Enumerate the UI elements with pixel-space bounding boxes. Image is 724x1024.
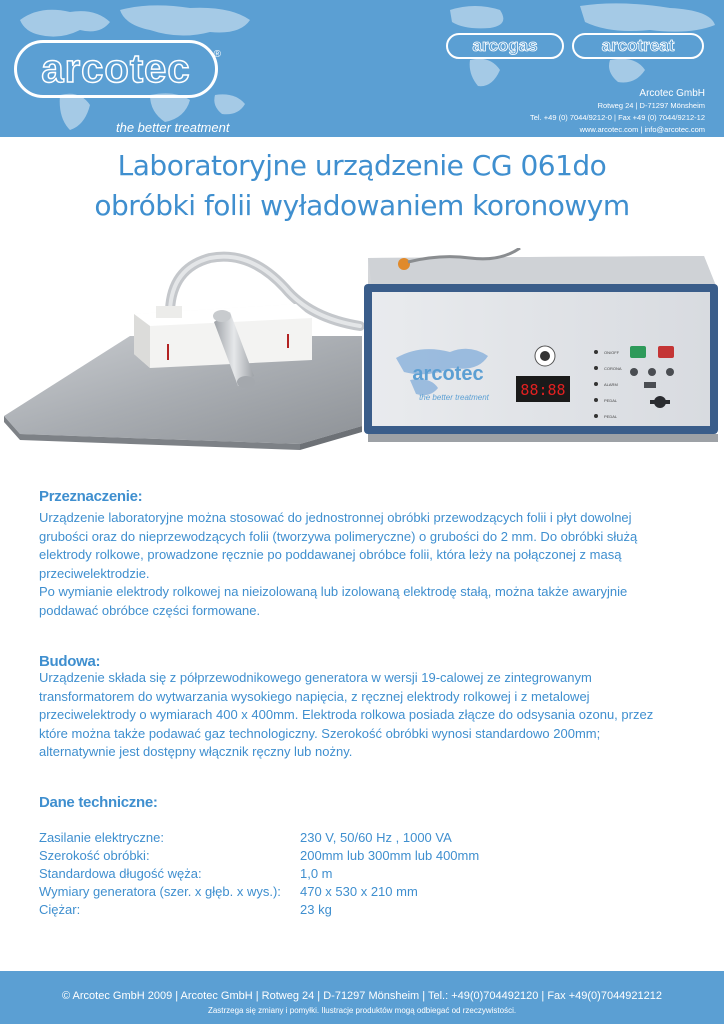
section-heading-purpose: Przeznaczenie: (39, 488, 143, 505)
spec-label: Szerokość obróbki: (39, 848, 150, 863)
arcotreat-logo[interactable] (572, 33, 704, 59)
text-line: elektrody rolkowe, prowadzone ręcznie po poddawanej obróbce folii, która leży na połączonej z masą (39, 547, 622, 563)
text-line: przeciwelektrodzie. (39, 565, 150, 581)
arcotreat-logo-text: arcotreat (601, 36, 675, 55)
footer-disclaimer: Zastrzega się zmiany i pomyłki. Ilustracje produktów mogą odbiegać od rzeczywistości. (207, 1006, 517, 1015)
text-line: które można także podawać gaz technologiczny. Szerokość obróbki wynosi standardowo 200mm; (39, 725, 601, 741)
panel-logo: arcotec (412, 363, 484, 385)
product-illustration (0, 248, 724, 460)
spec-label: Ciężar: (39, 902, 81, 917)
section-heading-construction: Budowa: (39, 653, 101, 670)
arcotec-logo-text: arcotec (41, 47, 191, 91)
spec-value: 230 V, 50/60 Hz , 1000 VA (300, 830, 452, 845)
page-title (0, 146, 724, 226)
text-line: grubości oraz do nieprzewodzących folii (tworzywa polimeryczne) o grubości do 2 mm. Do obróbki służą (39, 528, 638, 544)
svg-text:ON/OFF: ON/OFF (604, 350, 620, 355)
svg-text:PEDAL: PEDAL (604, 414, 618, 419)
header-banner (0, 0, 724, 137)
svg-text:PEDAL: PEDAL (604, 398, 618, 403)
red-switch-button (658, 346, 674, 358)
generator-unit (364, 248, 718, 442)
section-heading-specs: Dane techniczne: (39, 794, 158, 811)
spec-label: Zasilanie elektryczne: (39, 830, 164, 845)
footer-contact: © Arcotec GmbH 2009 | Arcotec GmbH | Rotweg 24 | D-71297 Mönsheim | Tel.: +49(0)704492120 | Fax +49(0)7044921212 (61, 990, 663, 1002)
spec-value: 470 x 530 x 210 mm (300, 884, 418, 899)
text-line: Po wymianie elektrody rolkowej na nieizolowaną lub izolowaną elektrodę stałą, można także awaryjnie (39, 584, 628, 600)
company-web-email[interactable]: www.arcotec.com | info@arcotec.com (579, 125, 705, 134)
company-name: Arcotec GmbH (639, 88, 705, 99)
arcogas-logo-text: arcogas (472, 36, 538, 55)
text-line: alternatywnie jest dostępny włącznik ręczny lub nożny. (39, 744, 353, 760)
spec-label: Wymiary generatora (szer. x głęb. x wys.): (39, 884, 281, 899)
text-line: Urządzenie laboratoryjne można stosować do jednostronnej obróbki przewodzących folii i płyt dowolnej (39, 510, 632, 525)
digital-display: 88:88 (520, 381, 566, 399)
green-switch-button (630, 346, 646, 358)
purpose-paragraph (39, 509, 699, 621)
text-line: transformatorem do wytwarzania wysokiego napięcia, z ręcznej elektrody rolkowej i z metalowej (39, 688, 590, 704)
text-line: poddawać obróbce części formowane. (39, 602, 261, 618)
company-address: Rotweg 24 | D-71297 Mönsheim (597, 101, 705, 110)
arcotec-logo[interactable] (14, 40, 221, 98)
text-line: przeciwelektrody o wymiarach 400 x 400mm. Elektroda rolkowa posiada złącze do odsysania ozonu, przez (39, 707, 654, 723)
spec-label: Standardowa długość węża: (39, 866, 202, 881)
company-phone-fax: Tel. +49 (0) 7044/9212-0 | Fax +49 (0) 7044/9212-12 (530, 113, 705, 122)
text-line: Urządzenie składa się z półprzewodnikowego generatora w wersji 19-calowej ze zintegrowanym (39, 670, 592, 685)
spec-value: 23 kg (300, 902, 332, 917)
slogan: the better treatment (116, 120, 230, 135)
footer-banner (0, 971, 724, 1024)
arcogas-logo[interactable] (446, 33, 564, 59)
panel-slogan: the better treatment (419, 393, 489, 402)
spec-value: 200mm lub 300mm lub 400mm (300, 848, 480, 863)
svg-text:CORONA: CORONA (604, 366, 622, 371)
title-line-2: obróbki folii wyładowaniem koronowym (94, 189, 630, 222)
svg-text:ALARM: ALARM (604, 382, 618, 387)
product-photo (0, 248, 724, 460)
registered-mark-icon: ® (213, 49, 221, 60)
spec-value: 1,0 m (300, 866, 333, 881)
construction-paragraph (39, 669, 699, 762)
title-line-1: Laboratoryjne urządzenie CG 061do (117, 149, 607, 182)
